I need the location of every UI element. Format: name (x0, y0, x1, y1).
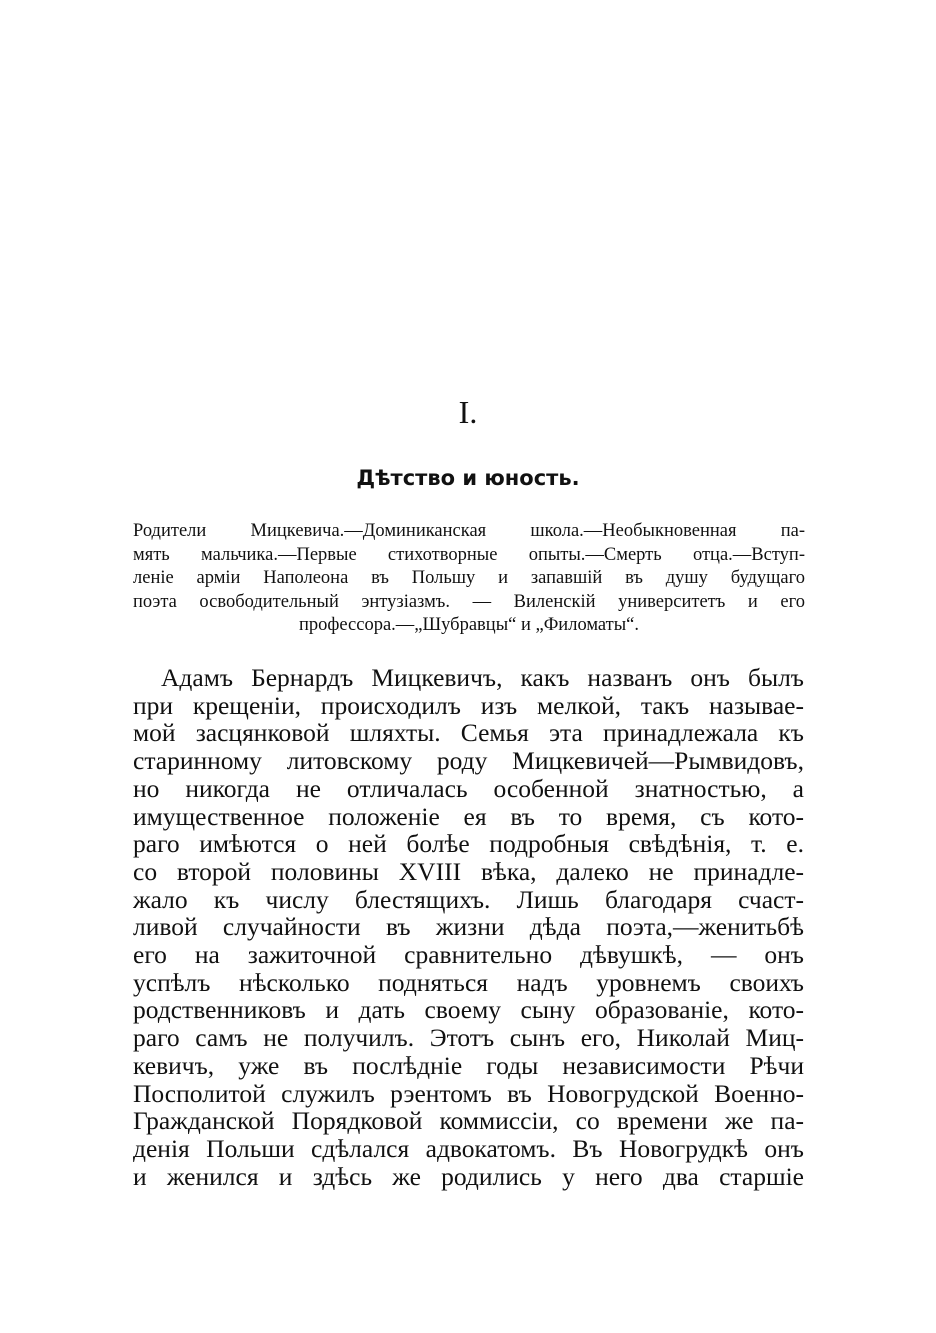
text-line: Адамъ Бернардъ Мицкевичъ, какъ названъ онъ былъ (161, 663, 804, 692)
text-line: Гражданской Порядковой коммиссіи, со времени же па- (133, 1106, 804, 1136)
body-paragraph (133, 664, 804, 1190)
summary-line: профессора.—„Шубравцы“ и „Филоматы“. (298, 615, 640, 635)
text-line: но никогда не отличалась особенной знатностью, а (133, 773, 804, 803)
chapter-summary (133, 520, 805, 638)
text-line: со второй половины XVIII вѣка, далеко не принадле- (133, 856, 804, 886)
text-line: и женился и здѣсь же родились у него два старшіе (133, 1161, 804, 1191)
text-line: мой засцянковой шляхты. Семья эта принадлежала къ (133, 718, 804, 748)
text-line: раго имѣются о ней болѣе подробныя свѣдѣнія, т. е. (133, 829, 804, 859)
text-line: денія Польши сдѣлался адвокатомъ. Въ Новогрудкѣ онъ (133, 1133, 804, 1163)
summary-line: поэта освободительный энтузіазмъ. — Виленскій университетъ и его (133, 591, 805, 612)
summary-line: мять мальчика.—Первые стихотворные опыты.—Смерть отца.—Вступ- (133, 544, 805, 565)
summary-line: леніе арміи Наполеона въ Польшу и запавшій въ душу будущаго (133, 568, 805, 588)
chapter-title: Дѣтство и юность. (356, 466, 580, 490)
text-line: кевичъ, уже въ послѣдніе годы независимости Рѣчи (133, 1050, 804, 1080)
text-line: ливой случайности въ жизни дѣда поэта,—женитьбѣ (133, 912, 804, 942)
text-line: раго самъ не получилъ. Этотъ сынъ его, Николай Миц- (133, 1023, 804, 1053)
text-line: Посполитой служилъ рэентомъ въ Новогрудской Военно- (133, 1078, 804, 1108)
text-line: успѣлъ нѣсколько подняться надъ уровнемъ своихъ (133, 967, 804, 997)
text-line: имущественное положеніе ея въ то время, съ кото- (133, 801, 804, 831)
text-line: его на зажиточной сравнительно дѣвушкѣ, — онъ (133, 940, 804, 970)
text-line: родственниковъ и дать своему сыну образованіе, кото- (133, 995, 804, 1025)
summary-line: Родители Мицкевича.—Доминиканская школа.—Необыкновенная па- (133, 521, 805, 541)
text-line: старинному литовскому роду Мицкевичей—Рымвидовъ, (133, 746, 804, 776)
chapter-number: I. (458, 394, 478, 430)
text-line: при крещеніи, происходилъ изъ мелкой, такъ называе- (133, 690, 804, 720)
text-line: жало къ числу блестящихъ. Лишь благодаря счаст- (133, 884, 804, 914)
